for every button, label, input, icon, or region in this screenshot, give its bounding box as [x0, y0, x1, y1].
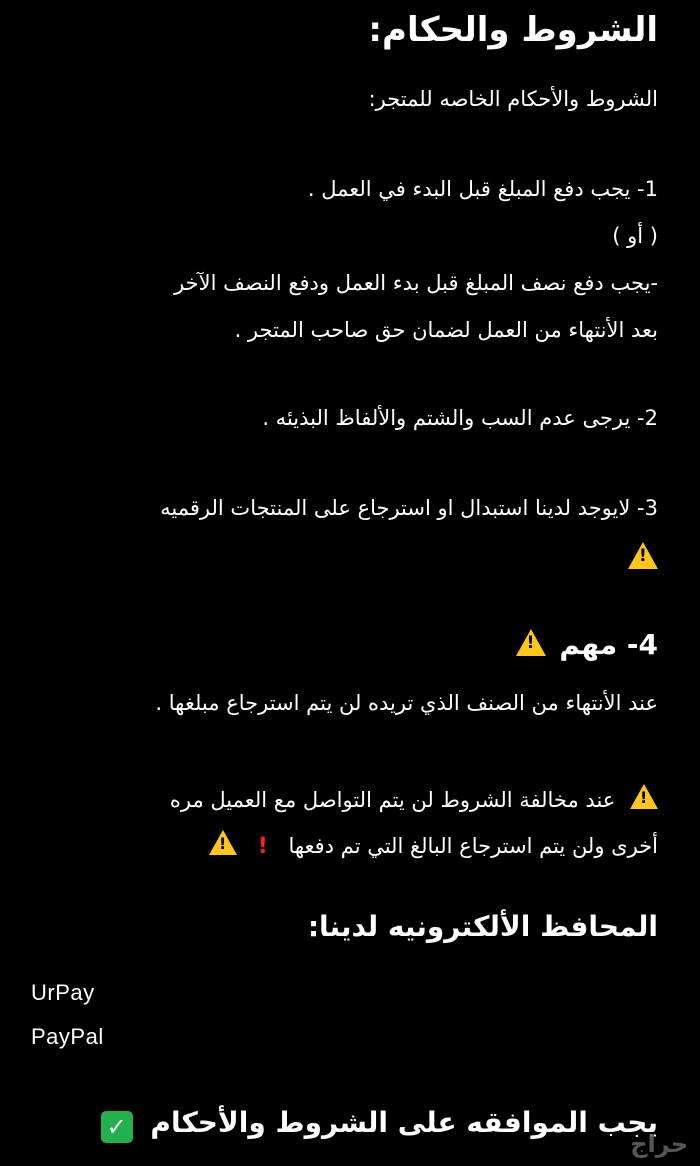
- term-3: 3- لايوجد لدينا استبدال او استرجاع على المنتجات الرقميه: [160, 496, 658, 520]
- check-mark-icon: ✓: [101, 1111, 133, 1143]
- agreement-text: يجب الموافقه على الشروط والأحكام: [150, 1106, 658, 1139]
- violation-row-2: [209, 830, 658, 860]
- term-2: 2- يرجى عدم السب والشتم والألفاظ البذيئه .: [262, 406, 658, 430]
- term-1-or: ( أو ): [612, 224, 658, 248]
- violation-line-1: عند مخالفة الشروط لن يتم التواصل مع العميل مره: [169, 788, 616, 812]
- agreement-row: [101, 1106, 658, 1143]
- wallet-item-paypal: PayPal: [31, 1024, 104, 1049]
- wallets-heading: المحافظ الألكترونيه لدينا:: [307, 910, 658, 943]
- violation-row-1: [170, 784, 658, 813]
- important-text: عند الأنتهاء من الصنف الذي تريده لن يتم استرجاع مبلغها .: [155, 691, 658, 715]
- term-3-warning: [628, 542, 658, 571]
- term-1-line-3: بعد الأنتهاء من العمل لضمان حق صاحب المتجر .: [234, 318, 658, 342]
- red-exclamation-icon: !: [257, 834, 268, 859]
- watermark-logo: حراج: [630, 1130, 688, 1158]
- warning-icon: [209, 830, 237, 855]
- term-1-line-1: 1- يجب دفع المبلغ قبل البدء في العمل .: [307, 177, 658, 201]
- warning-icon: [628, 542, 658, 569]
- important-heading: 4- مهم: [559, 628, 658, 661]
- intro-text: الشروط والأحكام الخاصه للمتجر:: [368, 87, 658, 111]
- warning-icon: [516, 629, 546, 656]
- important-heading-row: [516, 628, 658, 662]
- warning-icon: [630, 784, 658, 809]
- page-title: الشروط والحكام:: [368, 10, 658, 50]
- violation-line-2: أخرى ولن يتم استرجاع البالغ التي تم دفعها: [288, 834, 658, 858]
- term-1-line-2: -يجب دفع نصف المبلغ قبل بدء العمل ودفع النصف الآخر: [174, 271, 658, 295]
- wallet-item-urpay: UrPay: [31, 980, 95, 1005]
